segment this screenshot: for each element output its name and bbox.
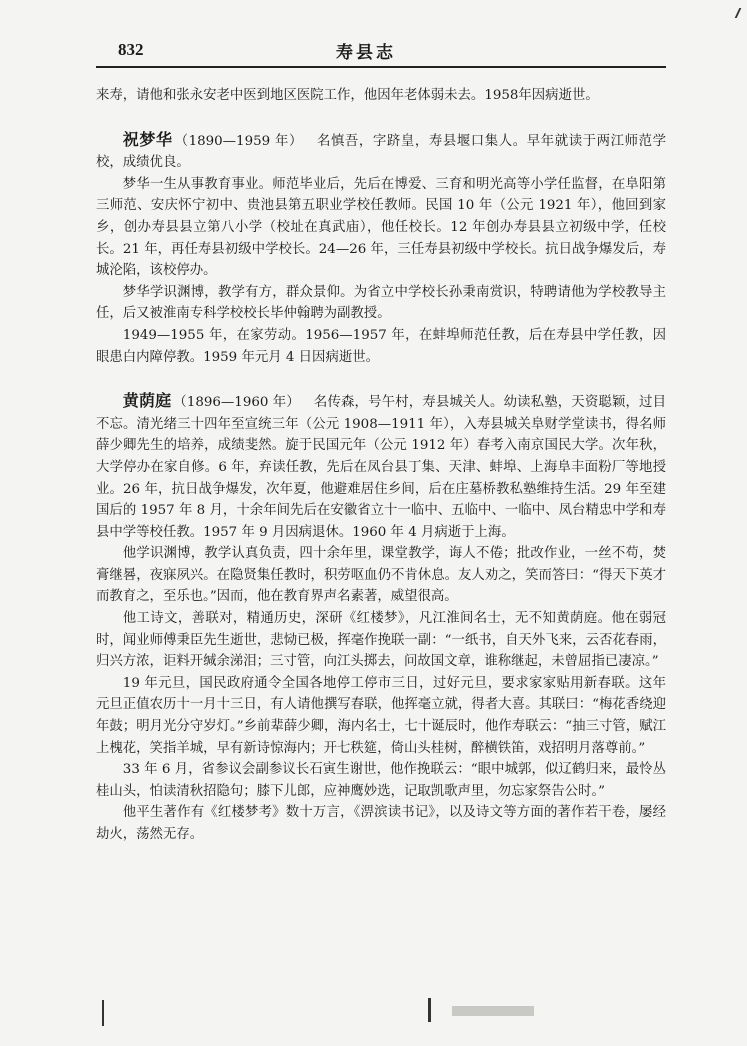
scan-mark-left [102,1000,104,1026]
biography-entry-zhu-menghua [96,129,666,369]
life-years: （1890—1959 年） [174,133,303,149]
body-paragraph: 他工诗文，善联对，精通历史，深研《红楼梦》，凡江淮间名士，无不知黄荫庭。他在弱冠时，闻业师傅秉臣先生逝世，悲恸已极，挥毫作挽联一副：“一纸书，自天外飞来，云否花春雨，归兴方浓，讵料开缄余涕泪；三寸管，向江头掷去，问故国文章，谁称继起，未曾屈指已凄凉。” [96,611,666,670]
body-paragraph: 他学识渊博，教学认真负责，四十余年里，课堂教学，诲人不倦；批改作业，一丝不苟，焚膏继晷，夜寐夙兴。在隐贤集任教时，积劳呕血仍不肯休息。友人劝之，笑而答曰：“得天下英才而教育之，至乐也。”因而，他在教育界声名素著，威望很高。 [96,546,666,605]
body-paragraph: 1949—1955 年，在家劳动。1956—1957 年，在蚌埠师范任教，后在寿县中学任教，因眼患白内障停教。1959 年元月 4 日因病逝世。 [96,327,666,365]
running-title: 寿县志 [336,43,396,63]
body-paragraph: 19 年元旦，国民政府通令全国各地停工停市三日，过好元旦，要求家家贴用新春联。这年元旦正值农历十一月十三日，有人请他撰写春联，他挥毫立就，得者大喜。其联曰：“梅花香绕迎年鼓；明月光分守岁灯。”乡前辈薛少卿，海内名士，七十诞辰时，他作寿联云：“抽三寸管，赋江上槐花，笑指羊城，早有新诗惊海内；开七秩筵，倚山头桂树，醉横铁笛，戏招明月落尊前。” [96,675,666,756]
body-paragraph: 33 年 6 月，省参议会副参议长石寅生谢世，他作挽联云：“眼中城郭，似辽鹤归来，最怜丛桂山头，怕读清秋招隐句；膝下儿郎，应神鹰妙选，记取凯歌声里，勿忘家祭告公时。” [96,762,666,799]
entry-intro: 名传森，号午村，寿县城关人。幼读私塾，天资聪颖，过目不忘。清光绪三十四年至宣统三年（公元 1908—1911 年），入寿县城关阜财学堂读书，得名师薛少卿先生的培养，成绩斐然。旋于民国元年（公元 1912 年）春考入南京国民大学。次年秋，大学停办在家自修。6 年，弃读任教，先后在凤台县丁集、天津、蚌埠、上海阜丰面粉厂等地授业。26 年，抗日战争爆发，次年夏，他避难居住乡间，后在庄墓桥教私塾维持生活。29 年至建国后的 1957 年 8 月，十余年间先后在安徽省立十一临中、五临中、一临中、凤台精忠中学和寿县中学等校任教。1957 年 9 月因病退休。1960 年 4 月病逝于上海。 [96,395,666,540]
biography-entry-huang-yinting [96,390,666,845]
entry-name: 黄荫庭 [122,391,172,411]
page-number: 832 [118,40,144,59]
body-paragraph: 梦华学识渊博，教学有方，群众景仰。为省立中学校长孙秉南赏识，特聘请他为学校教导主任，后又被淮南专科学校校长毕仲翰聘为副教授。 [96,284,666,322]
scan-edge-mark [727,8,742,18]
entry-intro: 名慎吾，字跻皇，寿县堰口集人。早年就读于两江师范学校，成绩优良。 [96,133,666,171]
scan-smudge [452,1006,534,1016]
entry-heading [96,129,666,174]
continuation-paragraph: 来寿，请他和张永安老中医到地区医院工作，他因年老体弱未去。1958年因病逝世。 [96,88,599,103]
scan-mark-center [428,998,431,1022]
life-years: （1896—1960 年） [173,395,300,411]
entry-heading [96,390,666,543]
entry-gap [96,368,666,390]
header-rule [96,66,666,68]
entry-name: 祝梦华 [122,129,173,149]
body-text [96,85,666,846]
entry-gap [96,107,666,129]
body-paragraph: 他平生著作有《红楼梦考》数十万言，《淠滨读书记》，以及诗文等方面的著作若干卷，屡经劫火，荡然无存。 [96,805,666,842]
body-paragraph: 梦华一生从事教育事业。师范毕业后，先后在博爱、三育和明光高等小学任监督，在阜阳第三师范、安庆怀宁初中、贵池县第五职业学校任教师。民国 10 年（公元 1921 年），他回到家乡，创办寿县县立第八小学（校址在真武庙），他任校长。12 年创办寿县县立初级中学，任校长。21 年，再任寿县初级中学校长。24—26 年，三任寿县初级中学校长。抗日战争爆发后，寿城沦陷，该校停办。 [96,176,666,279]
page-header [96,30,666,70]
